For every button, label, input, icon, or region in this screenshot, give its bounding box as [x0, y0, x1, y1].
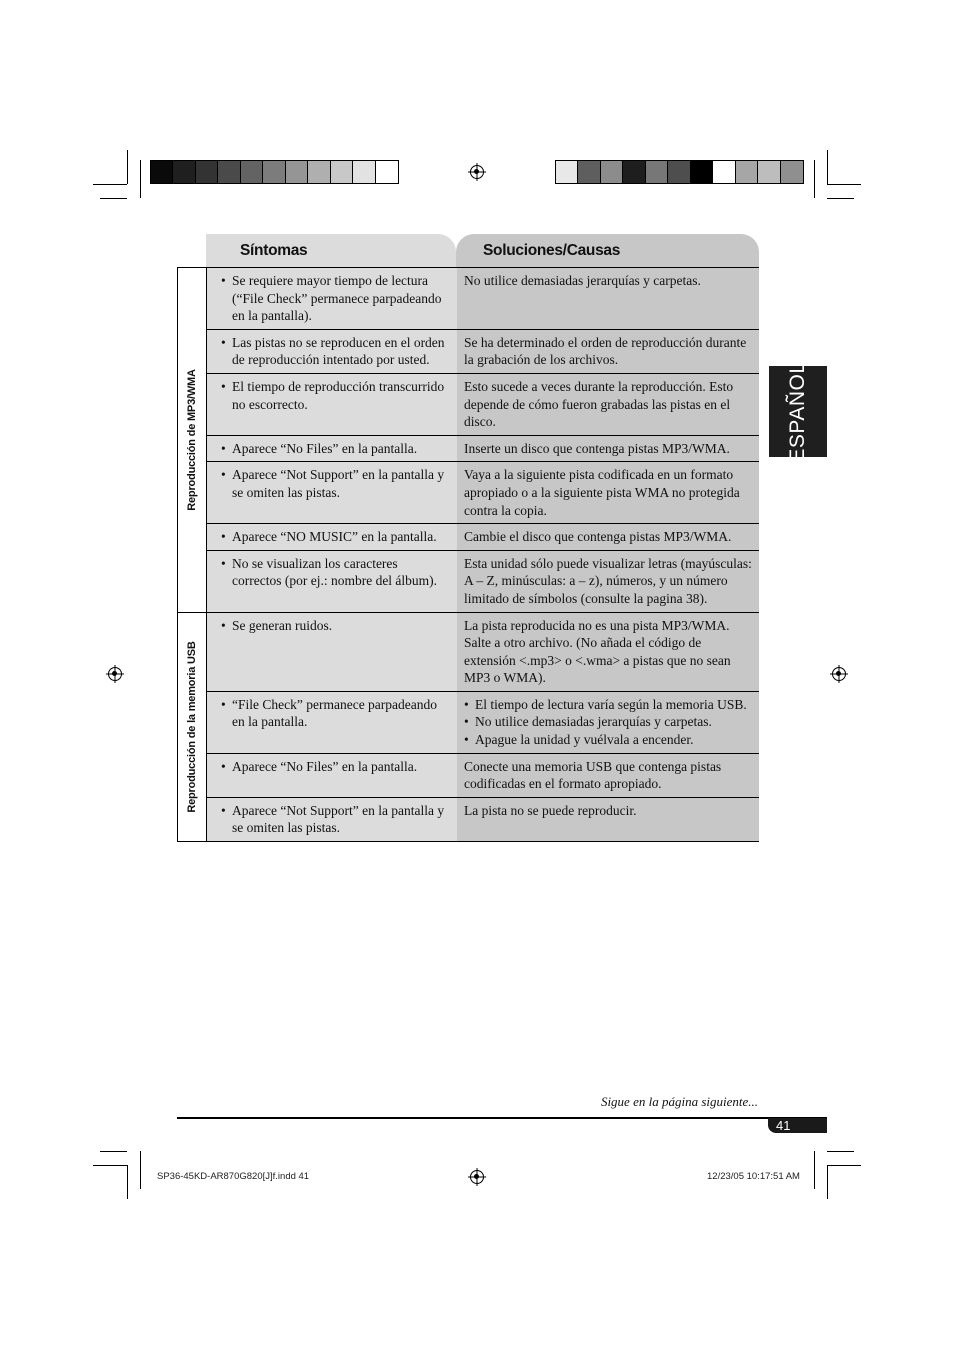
- table-group: [177, 268, 759, 613]
- solution-text: La pista reproducida no es una pista MP3/WMA. Salte a otro archivo. (No añada el código de extensión <.mp3> o <.wma> a pistas que no sean MP3 o WMA).: [464, 617, 731, 686]
- color-swatch: [691, 161, 713, 183]
- slug-file: SP36-45KD-AR870G820[J]f.indd 41: [157, 1171, 310, 1182]
- group-label: Reproducción de la memoria USB: [186, 641, 198, 813]
- bullet-icon: •: [221, 802, 226, 818]
- crop-mark: [827, 150, 828, 184]
- bullet-icon: •: [221, 334, 226, 350]
- color-swatch: [331, 161, 353, 183]
- solution-cell: [457, 550, 759, 612]
- solution-text: Esto sucede a veces durante la reproducción. Esto depende de cómo fueron grabadas las pistas en el disco.: [464, 378, 734, 430]
- crop-mark: [127, 1165, 128, 1199]
- symptom-cell: [207, 613, 457, 691]
- solution-text: Vaya a la siguiente pista codificada en un formato apropiado o a la siguiente pista WMA no protegida contra la copia.: [464, 467, 740, 518]
- symptom-text: Aparece “NO MUSIC” en la pantalla.: [232, 529, 437, 545]
- color-swatch: [353, 161, 375, 183]
- crop-mark: [814, 160, 815, 198]
- color-swatch: [376, 161, 398, 183]
- color-swatch: [286, 161, 308, 183]
- group-side-label: [177, 613, 207, 842]
- solution-cell: [457, 753, 759, 797]
- symptom-text: “File Check” permanece parpadeando en la pantalla.: [232, 696, 438, 730]
- slug-date: 12/23/05 10:17:51 AM: [707, 1171, 800, 1182]
- bullet-icon: •: [221, 529, 226, 545]
- bullet-icon: •: [221, 273, 226, 288]
- crop-mark: [814, 1151, 815, 1189]
- bullet-icon: •: [221, 440, 226, 456]
- color-swatch: [196, 161, 218, 183]
- page-number: 41: [768, 1118, 827, 1133]
- color-swatch: [781, 161, 803, 183]
- color-swatch: [151, 161, 173, 183]
- solution-text: El tiempo de lectura varía según la memoria USB.: [475, 696, 747, 712]
- bullet-icon: •: [221, 467, 226, 483]
- color-bar-left: [150, 160, 399, 184]
- color-bar-right: [555, 160, 804, 184]
- symptom-cell: [207, 523, 457, 550]
- color-swatch: [263, 161, 285, 183]
- header-symptoms-label: Síntomas: [240, 242, 308, 259]
- solution-text: Esta unidad sólo puede visualizar letras (mayúsculas: A – Z, minúsculas: a – z), números, y un número limitado de símbolos (consulte la pagina 38).: [464, 555, 752, 606]
- solution-text: Apague la unidad y vuélvala a encender.: [475, 732, 694, 748]
- continue-note: Sigue en la página siguiente...: [600, 1094, 758, 1109]
- crop-mark: [127, 150, 128, 184]
- symptom-text: No se visualizan los caracteres correctos (por ej.: nombre del álbum).: [232, 555, 438, 589]
- bullet-icon: •: [221, 378, 226, 394]
- solution-text: No utilice demasiadas jerarquías y carpetas.: [464, 273, 701, 288]
- color-swatch: [241, 161, 263, 183]
- header-symptoms: [206, 234, 456, 268]
- solution-cell: [457, 268, 759, 329]
- symptom-cell: [207, 435, 457, 462]
- crop-mark: [827, 1165, 861, 1166]
- crop-mark: [93, 184, 127, 185]
- language-tab-label: ESPAÑOL: [786, 360, 809, 463]
- solution-cell: [457, 461, 759, 523]
- crop-mark: [93, 1165, 127, 1166]
- solution-text: Conecte una memoria USB que contenga pistas codificadas en el formato apropiado.: [464, 758, 722, 792]
- header-solutions-label: Soluciones/Causas: [483, 242, 621, 259]
- symptom-cell: [207, 797, 457, 841]
- symptom-cell: [207, 461, 457, 523]
- color-swatch: [646, 161, 668, 183]
- symptom-cell: [207, 329, 457, 373]
- color-swatch: [601, 161, 623, 183]
- registration-mark-icon: [470, 1170, 484, 1184]
- color-swatch: [556, 161, 578, 183]
- crop-mark: [827, 1151, 854, 1152]
- color-swatch: [308, 161, 330, 183]
- symptom-text: El tiempo de reproducción transcurrido no escorrecto.: [232, 378, 445, 412]
- registration-mark-icon: [108, 667, 122, 681]
- symptom-text: Aparece “Not Support” en la pantalla y se omiten las pistas.: [232, 467, 445, 500]
- crop-mark: [100, 1151, 127, 1152]
- table-row: [207, 373, 759, 435]
- symptom-cell: [207, 550, 457, 612]
- solution-cell: [457, 329, 759, 373]
- bullet-icon: •: [464, 696, 469, 712]
- solution-cell: [457, 373, 759, 435]
- header-solutions: [456, 234, 759, 268]
- table-row: [207, 268, 759, 329]
- symptom-cell: [207, 373, 457, 435]
- color-swatch: [623, 161, 645, 183]
- table-row: [207, 461, 759, 523]
- registration-mark-icon: [470, 165, 484, 179]
- color-swatch: [218, 161, 240, 183]
- symptom-text: Se requiere mayor tiempo de lectura (“File Check” permanece parpadeando en la pantalla).: [232, 273, 442, 324]
- troubleshooting-table: [177, 267, 759, 842]
- table-row: [207, 797, 759, 841]
- solution-cell: [457, 523, 759, 550]
- bullet-icon: •: [221, 555, 226, 571]
- crop-mark: [140, 1151, 141, 1189]
- symptom-text: Aparece “No Files” en la pantalla.: [232, 758, 418, 774]
- crop-mark: [827, 198, 854, 199]
- bullet-icon: •: [221, 617, 226, 633]
- table-row: [207, 329, 759, 373]
- color-swatch: [578, 161, 600, 183]
- solution-cell: [457, 435, 759, 462]
- table-row: [207, 435, 759, 462]
- crop-mark: [827, 1165, 828, 1199]
- symptom-text: Aparece “No Files” en la pantalla.: [232, 440, 418, 456]
- color-swatch: [758, 161, 780, 183]
- solution-cell: [457, 691, 759, 753]
- symptom-cell: [207, 691, 457, 753]
- bullet-icon: •: [464, 714, 469, 730]
- crop-mark: [827, 184, 861, 185]
- group-side-label: [177, 268, 207, 612]
- group-label: Reproducción de MP3/WMA: [186, 369, 198, 511]
- solution-cell: [457, 613, 759, 691]
- bullet-icon: •: [464, 732, 469, 748]
- table-row: [207, 523, 759, 550]
- solution-text: Se ha determinado el orden de reproducción durante la grabación de los archivos.: [464, 334, 747, 368]
- table-group: [177, 613, 759, 843]
- solution-text: No utilice demasiadas jerarquías y carpetas.: [475, 714, 712, 730]
- bullet-icon: •: [221, 696, 226, 712]
- footer-rule: [177, 1117, 827, 1119]
- solution-cell: [457, 797, 759, 841]
- language-tab: [769, 360, 827, 463]
- symptom-text: Las pistas no se reproducen en el orden de reproducción intentado por usted.: [232, 334, 445, 368]
- solution-text: La pista no se puede reproducir.: [464, 802, 637, 818]
- solution-text: Cambie el disco que contenga pistas MP3/WMA.: [464, 529, 732, 545]
- registration-mark-icon: [832, 667, 846, 681]
- crop-mark: [140, 160, 141, 198]
- symptom-cell: [207, 268, 457, 329]
- solution-text: Inserte un disco que contenga pistas MP3/WMA.: [464, 440, 730, 456]
- symptom-text: Se generan ruidos.: [232, 617, 333, 633]
- table-row: [207, 613, 759, 691]
- crop-mark: [100, 198, 127, 199]
- table-row: [207, 691, 759, 753]
- symptom-text: Aparece “Not Support” en la pantalla y se omiten las pistas.: [232, 802, 445, 836]
- table-row: [207, 753, 759, 797]
- symptom-cell: [207, 753, 457, 797]
- bullet-icon: •: [221, 758, 226, 774]
- color-swatch: [173, 161, 195, 183]
- color-swatch: [713, 161, 735, 183]
- color-swatch: [668, 161, 690, 183]
- color-swatch: [736, 161, 758, 183]
- table-row: [207, 550, 759, 612]
